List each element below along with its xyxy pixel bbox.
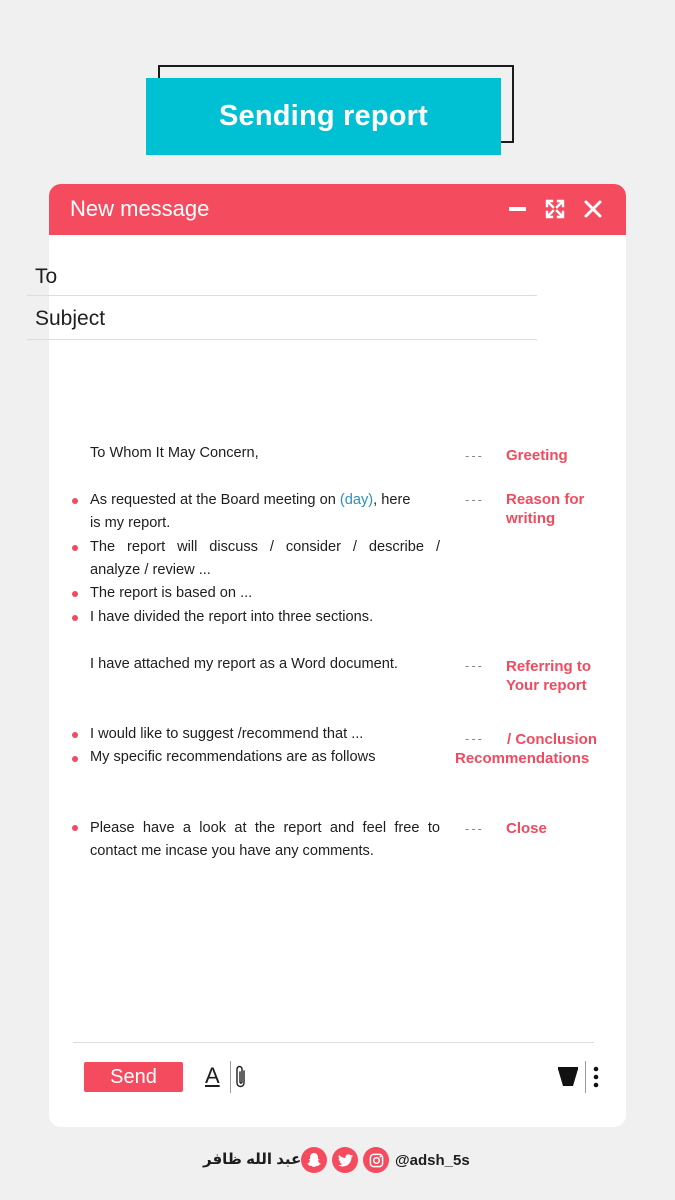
dash-separator: --- [465,658,484,673]
label-reason-2: writing [506,510,556,527]
label-greeting: Greeting [506,447,568,464]
more-options-icon[interactable] [592,1066,600,1088]
reason-line-3: The report is based on ... [90,585,253,601]
title-bar [49,184,626,235]
toolbar-divider [73,1042,594,1043]
label-close: Close [506,820,547,837]
twitter-icon[interactable] [332,1147,358,1173]
window-title: New message [70,196,210,221]
subject-label: Subject [35,307,106,330]
bullet-dot [72,732,78,738]
reason-line-1-cont: is my report. [90,515,171,531]
banner-title: Sending report [218,100,429,132]
label-reason-1: Reason for [506,491,585,508]
reason-line-2b: analyze / review ... [90,562,211,578]
bullet-dot [72,591,78,597]
reason-line-4: I have divided the report into three sections. [90,609,374,625]
day-placeholder: (day) [339,492,374,508]
recommend-line-1: I would like to suggest /recommend that ... [90,726,364,742]
close-line-2: contact me incase you have any comments. [90,843,374,859]
close-line-1: Please have a look at the report and feel free to [90,820,440,836]
bullet-dot [72,825,78,831]
greeting-text: To Whom It May Concern, [90,445,259,461]
paperclip-icon[interactable] [234,1064,248,1090]
expand-icon[interactable] [544,198,566,220]
label-conclusion-1: / Conclusion [507,731,597,748]
label-conclusion-2: Recommendations [455,750,590,767]
to-field[interactable] [27,254,537,296]
author-name: عبد الله ظافر [203,1151,302,1168]
close-icon[interactable] [582,198,604,220]
reason-line-1 [90,492,410,508]
dash-separator: --- [465,448,484,463]
label-referring-1: Referring to [506,658,592,675]
attached-line: I have attached my report as a Word document. [90,656,398,672]
recommend-line-2: My specific recommendations are as follows [90,749,376,765]
snapchat-icon[interactable] [301,1147,327,1173]
dash-separator: --- [465,821,484,836]
bullet-dot [72,545,78,551]
reason-text-post: , here [373,492,411,508]
toolbar-separator [230,1061,231,1093]
text-format-icon[interactable]: A [205,1063,220,1088]
bullet-dot [72,756,78,762]
social-handle: @adsh_5s [395,1152,470,1169]
dash-separator: --- [465,731,484,746]
dash-separator: --- [465,492,484,507]
minimize-icon[interactable] [507,198,529,220]
subject-field[interactable] [27,298,537,340]
bullet-dot [72,615,78,621]
instagram-icon[interactable] [363,1147,389,1173]
label-referring-2: Your report [506,677,587,694]
toolbar-separator [585,1061,586,1093]
reason-line-2a: The report will discuss / consider / describe / [90,539,440,555]
send-button[interactable]: Send [84,1062,183,1092]
delete-icon[interactable] [557,1066,579,1088]
banner [146,78,501,155]
bullet-dot [72,498,78,504]
to-label: To [35,265,58,288]
reason-text-pre: As requested at the Board meeting on [90,492,340,508]
